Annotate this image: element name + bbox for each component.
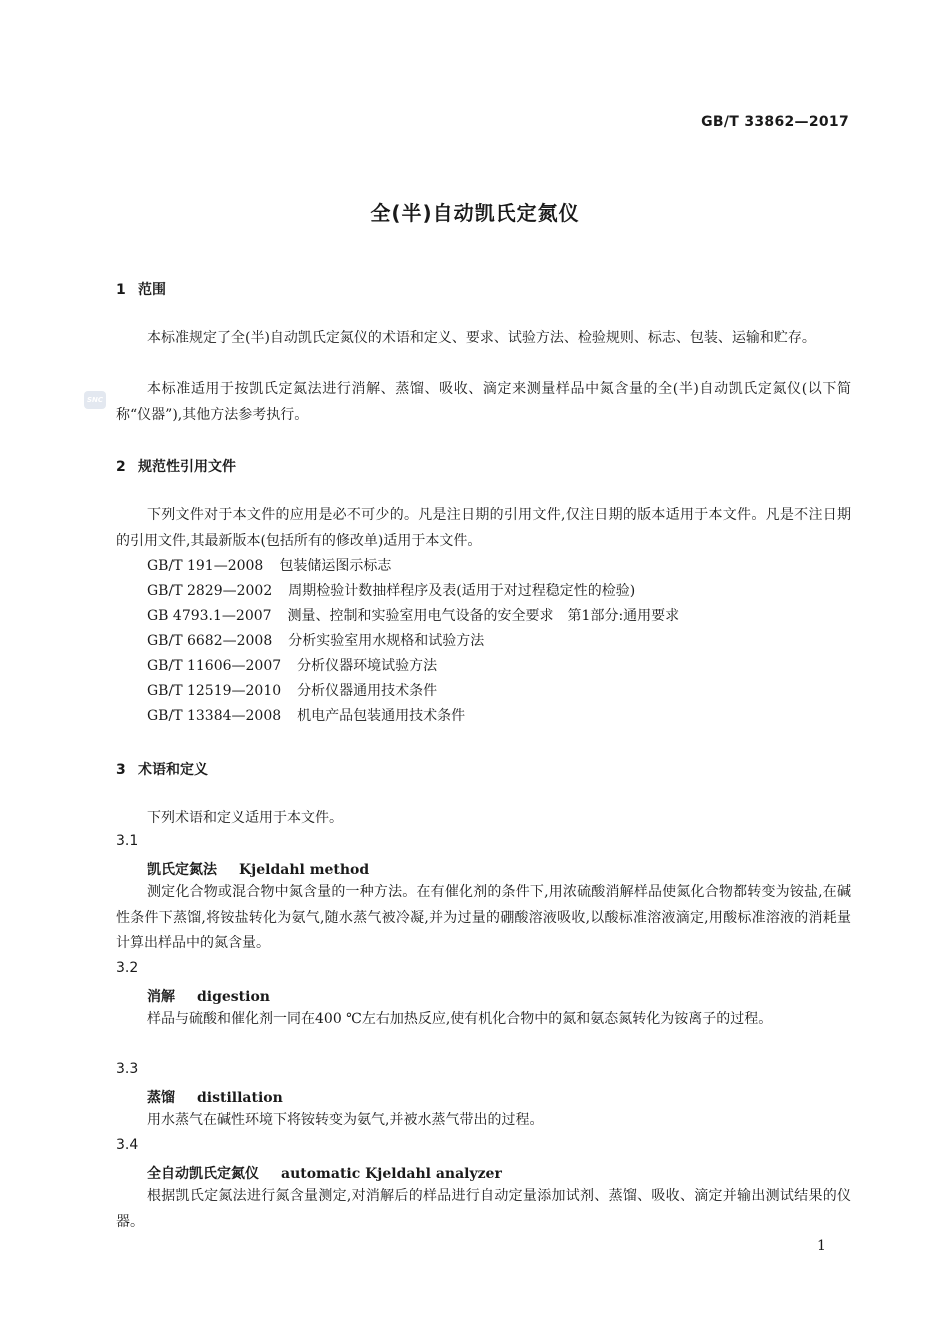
reference-code: GB/T 6682—2008 (147, 633, 273, 649)
reference-title: 分析仪器环境试验方法 (297, 658, 438, 674)
standard-code: GB/T 33862—2017 (701, 114, 849, 130)
reference-title: 包装储运图示标志 (279, 558, 392, 574)
section-title: 规范性引用文件 (138, 459, 236, 475)
term-heading (147, 1163, 502, 1183)
term-definition: 测定化合物或混合物中氮含量的一种方法。在有催化剂的条件下,用浓硫酸消解样品使氮化合物都转变为铵盐,在碱性条件下蒸馏,将铵盐转化为氨气,随水蒸气被冷凝,并为过量的硼酸溶液吸收,以酸标准溶液滴定,用酸标准溶液的消耗量计算出样品中的氮含量。 (116, 884, 851, 951)
section-2-heading (116, 456, 236, 476)
section-1-paragraph-2: 本标准适用于按凯氏定氮法进行消解、蒸馏、吸收、滴定来测量样品中氮含量的全(半)自动凯氏定氮仪(以下简称“仪器”),其他方法参考执行。 (116, 381, 851, 423)
reference-item (147, 705, 465, 725)
reference-code: GB/T 191—2008 (147, 558, 264, 574)
section-title: 范围 (138, 282, 166, 298)
section-title: 术语和定义 (138, 762, 208, 778)
reference-item (147, 555, 391, 575)
reference-title: 机电产品包装通用技术条件 (297, 708, 466, 724)
reference-item (147, 680, 437, 700)
section-3-heading (116, 759, 208, 779)
section-2-intro: 下列文件对于本文件的应用是必不可少的。凡是注日期的引用文件,仅注日期的版本适用于本文件。凡是不注日期的引用文件,其最新版本(包括所有的修改单)适用于本文件。 (116, 507, 851, 549)
reference-title: 测量、控制和实验室用电气设备的安全要求 第1部分:通用要求 (287, 608, 680, 624)
reference-code: GB/T 2829—2002 (147, 583, 273, 599)
term-en: distillation (197, 1090, 283, 1106)
term-heading (147, 1087, 283, 1107)
term-zh: 消解 (147, 989, 175, 1005)
term-en: Kjeldahl method (239, 862, 370, 878)
reference-title: 周期检验计数抽样程序及表(适用于对过程稳定性的检验) (288, 583, 636, 599)
term-heading (147, 986, 270, 1006)
term-zh: 凯氏定氮法 (147, 862, 217, 878)
section-number: 2 (116, 459, 126, 475)
term-zh: 蒸馏 (147, 1090, 175, 1106)
term-number: 3.2 (116, 960, 139, 976)
reference-item (147, 630, 484, 650)
term-zh: 全自动凯氏定氮仪 (147, 1166, 259, 1182)
term-heading (147, 859, 369, 879)
snc-watermark-logo: SNC (84, 391, 106, 409)
section-number: 1 (116, 282, 126, 298)
reference-code: GB/T 11606—2007 (147, 658, 282, 674)
reference-code: GB/T 12519—2010 (147, 683, 282, 699)
reference-title: 分析实验室用水规格和试验方法 (288, 633, 485, 649)
term-definition: 用水蒸气在碱性环境下将铵转变为氨气,并被水蒸气带出的过程。 (147, 1112, 544, 1128)
reference-item (147, 655, 437, 675)
reference-code: GB/T 13384—2008 (147, 708, 282, 724)
section-1-paragraph-1: 本标准规定了全(半)自动凯氏定氮仪的术语和定义、要求、试验方法、检验规则、标志、包装、运输和贮存。 (147, 330, 816, 346)
section-number: 3 (116, 762, 126, 778)
term-number: 3.4 (116, 1137, 139, 1153)
page-number: 1 (817, 1238, 826, 1254)
term-number: 3.3 (116, 1061, 139, 1077)
reference-code: GB 4793.1—2007 (147, 608, 272, 624)
term-definition: 根据凯氏定氮法进行氮含量测定,对消解后的样品进行自动定量添加试剂、蒸馏、吸收、滴定并输出测试结果的仪器。 (116, 1188, 851, 1230)
reference-item (147, 580, 635, 600)
term-en: automatic Kjeldahl analyzer (281, 1166, 502, 1182)
term-number: 3.1 (116, 833, 139, 849)
term-definition: 样品与硫酸和催化剂一同在400 ℃左右加热反应,使有机化合物中的氮和氨态氮转化为铵离子的过程。 (147, 1011, 773, 1027)
section-3-intro: 下列术语和定义适用于本文件。 (147, 810, 343, 826)
reference-title: 分析仪器通用技术条件 (297, 683, 438, 699)
term-en: digestion (197, 989, 270, 1005)
section-1-heading (116, 279, 166, 299)
document-title: 全(半)自动凯氏定氮仪 (370, 201, 580, 225)
reference-item (147, 605, 679, 625)
